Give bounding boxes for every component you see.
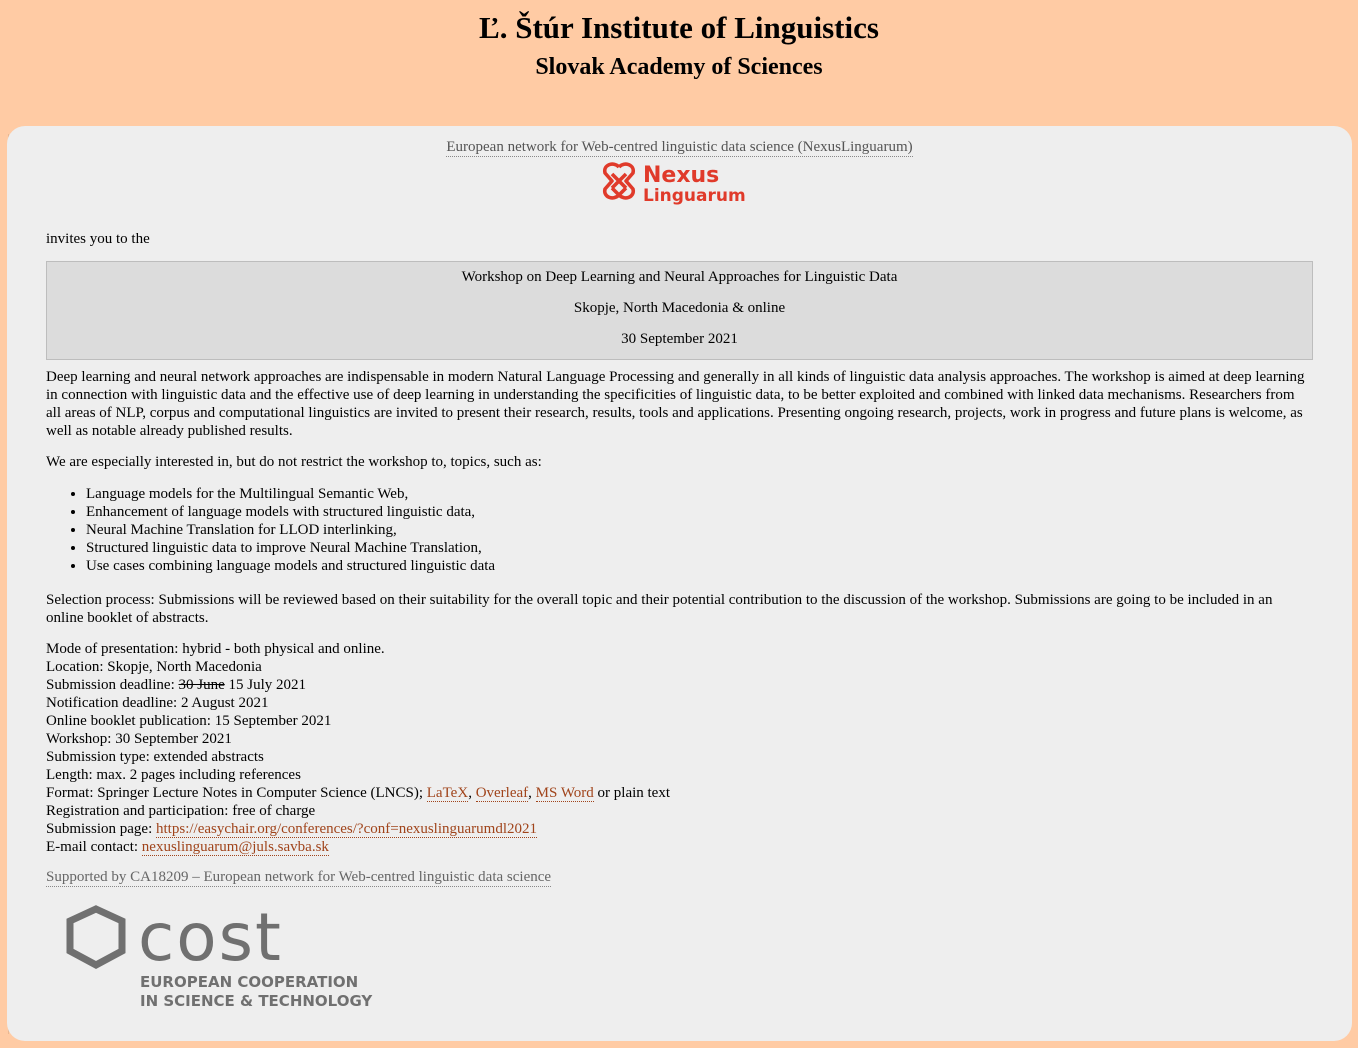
- detail-length: Length: max. 2 pages including references: [46, 767, 301, 783]
- format-tail: or plain text: [593, 785, 671, 801]
- workshop-place: Skopje, North Macedonia & online: [573, 300, 786, 316]
- detail-format: Format: Springer Lecture Notes in Computer Science (LNCS); LaTeX, Overleaf, MS Word or plain text: [46, 785, 671, 801]
- cost-logo-line1: EUROPEAN COOPERATION: [140, 973, 359, 991]
- cost-logo-word: cost: [138, 899, 283, 976]
- cost-logo-icon: [66, 899, 373, 1010]
- detail-mode: Mode of presentation: hybrid - both physical and online.: [46, 641, 385, 657]
- list-item: • Neural Machine Translation for LLOD interlinking,: [86, 521, 1313, 539]
- workshop-box: [46, 261, 1313, 360]
- cost-logo[interactable]: [66, 899, 1313, 1014]
- workshop-title: Workshop on Deep Learning and Neural Approaches for Linguistic Data: [461, 269, 898, 285]
- invite-text: invites you to the: [46, 231, 150, 247]
- format-label: Format: Springer Lecture Notes in Computer Science (LNCS);: [46, 785, 427, 801]
- email-label: E-mail contact:: [46, 839, 142, 855]
- main-content: [7, 126, 1352, 1041]
- detail-email: [46, 838, 1313, 856]
- details-block: [46, 640, 1313, 856]
- detail-notification: Notification deadline: 2 August 2021: [46, 695, 269, 711]
- email-link[interactable]: nexuslinguarum@juls.savba.sk: [141, 839, 329, 855]
- topics-intro: We are especially interested in, but do not restrict the workshop to, topics, such as:: [46, 454, 542, 470]
- detail-submission-deadline: [46, 676, 1313, 694]
- nexus-logo-line2: Linguarum: [642, 186, 746, 206]
- list-item: • Use cases combining language models and structured linguistic data: [86, 557, 1313, 575]
- list-item: • Enhancement of language models with structured linguistic data,: [86, 503, 1313, 521]
- cost-hexagon-icon: [70, 909, 122, 965]
- page-title: Ľ. Štúr Institute of Linguistics: [479, 10, 879, 45]
- workshop-description: Deep learning and neural network approaches are indispensable in modern Natural Language Processing and generally in all kinds of linguistic data analysis approaches. The workshop is aimed at deep learning in connection with linguistic data and the effective use of deep learning in understanding the specificities of linguistic data, to be better exploited and combined with linked data mechanisms. Researchers from all areas of NLP, corpus and computational linguistics are invited to present their research, results, tools and applications. Presenting ongoing research, projects, work in progress and future plans is welcome, as well as notable already published results.: [46, 369, 1305, 439]
- network-link[interactable]: European network for Web-centred linguistic data science (NexusLinguarum): [446, 139, 913, 155]
- overleaf-link[interactable]: Overleaf: [475, 785, 529, 801]
- submission-page-link[interactable]: https://easychair.org/conferences/?conf=nexuslinguarumdl2021: [156, 821, 538, 837]
- workshop-date: 30 September 2021: [621, 331, 738, 347]
- submission-deadline-label: Submission deadline:: [46, 677, 179, 693]
- latex-link[interactable]: LaTeX: [426, 785, 469, 801]
- page-subtitle: Slovak Academy of Sciences: [535, 54, 823, 80]
- selection-process: Selection process: Submissions will be reviewed based on their suitability for the overall topic and their potential contribution to the discussion of the workshop. Submissions are going to be included in an online booklet of abstracts.: [46, 592, 1273, 626]
- nexus-logo-icon: [599, 161, 761, 207]
- detail-registration: Registration and participation: free of charge: [46, 803, 316, 819]
- submission-page-label: Submission page:: [46, 821, 157, 837]
- cost-logo-line2: IN SCIENCE & TECHNOLOGY: [140, 992, 373, 1010]
- nexus-linguarum-logo: [46, 161, 1313, 213]
- detail-booklet: Online booklet publication: 15 September 2021: [46, 713, 332, 729]
- detail-submission-page: [46, 820, 1313, 838]
- submission-deadline-new: 15 July 2021: [224, 677, 307, 693]
- supported-link[interactable]: Supported by CA18209 – European network for Web-centred linguistic data science: [46, 869, 552, 885]
- submission-deadline-old: 30 June: [178, 677, 225, 693]
- page-header: [0, 0, 1358, 126]
- detail-type: Submission type: extended abstracts: [46, 749, 264, 765]
- detail-location: Location: Skopje, North Macedonia: [46, 659, 262, 675]
- msword-link[interactable]: MS Word: [535, 785, 594, 801]
- list-item: • Structured linguistic data to improve Neural Machine Translation,: [86, 539, 1313, 557]
- nexus-logo-line1: Nexus: [642, 163, 719, 188]
- topics-list: [46, 485, 1313, 575]
- list-item: • Language models for the Multilingual Semantic Web,: [86, 485, 1313, 503]
- detail-workshop: Workshop: 30 September 2021: [46, 731, 232, 747]
